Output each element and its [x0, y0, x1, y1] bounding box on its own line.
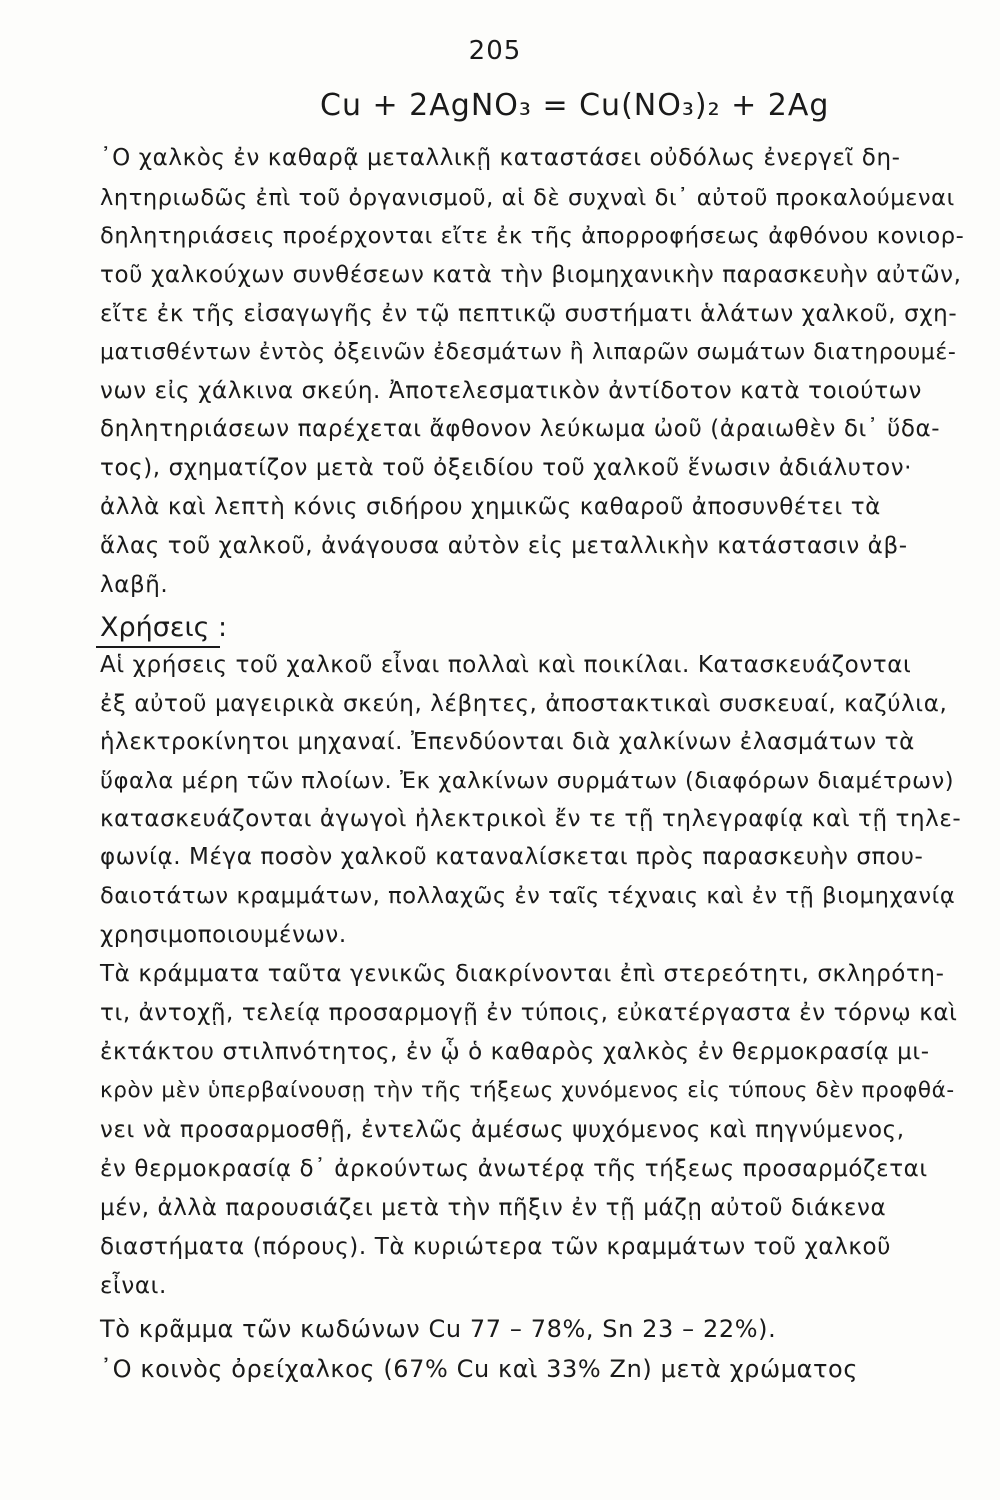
text-line: ᾿Ο χαλκὸς ἐν καθαρᾷ μεταλλικῇ καταστάσει οὐδόλως ἐνεργεῖ δη- — [100, 145, 901, 171]
text-line: Αἱ χρήσεις τοῦ χαλκοῦ εἶναι πολλαὶ καὶ ποικίλαι. Κατασκευάζονται — [100, 652, 912, 678]
page-number: 205 — [468, 36, 522, 66]
text-line: λητηριωδῶς ἐπὶ τοῦ ὀργανισμοῦ, αἱ δὲ συχναὶ δι᾿ αὐτοῦ προκαλούμεναι — [100, 185, 955, 211]
text-line: δηλητηριάσεων παρέχεται ἄφθονον λεύκωμα ὠοῦ (ἀραιωθὲν δι᾿ ὕδα- — [100, 416, 941, 442]
text-line: εἴτε ἐκ τῆς εἰσαγωγῆς ἐν τῷ πεπτικῷ συστήματι ἁλάτων χαλκοῦ, σχη- — [100, 301, 958, 327]
alloy-line: Τὸ κρᾶμμα τῶν κωδώνων Cu 77 – 78%, Sn 23 – 22%). — [100, 1315, 777, 1343]
text-line: ἐξ αὐτοῦ μαγειρικὰ σκεύη, λέβητες, ἀποστακτικαὶ συσκευαί, καζύλια, — [100, 691, 948, 717]
text-line: ἐν θερμοκρασίᾳ δ᾿ ἀρκούντως ἀνωτέρᾳ τῆς τήξεως προσαρμόζεται — [100, 1156, 928, 1182]
text-line: χρησιμοποιουμένων. — [100, 922, 347, 948]
text-line: ματισθέντων ἐντὸς ὀξεινῶν ἐδεσμάτων ἢ λιπαρῶν σωμάτων διατηρουμέ- — [100, 340, 957, 365]
text-line: τοῦ χαλκούχων συνθέσεων κατὰ τὴν βιομηχανικὴν παρασκευὴν αὐτῶν, — [100, 262, 962, 288]
text-line: κατασκευάζονται ἀγωγοὶ ἠλεκτρικοὶ ἔν τε τῇ τηλεγραφίᾳ καὶ τῇ τηλε- — [100, 806, 962, 832]
text-line: ἅλας τοῦ χαλκοῦ, ἀνάγουσα αὐτὸν εἰς μεταλλικὴν κατάστασιν ἀβ- — [100, 533, 908, 559]
heading-underline — [96, 646, 220, 648]
text-line: λαβῆ. — [100, 572, 169, 598]
text-line: ὕφαλα μέρη τῶν πλοίων. Ἐκ χαλκίνων συρμάτων (διαφόρων διαμέτρων) — [100, 768, 955, 794]
text-line: ἐκτάκτου στιλπνότητος, ἐν ᾧ ὁ καθαρὸς χαλκὸς ἐν θερμοκρασίᾳ μι- — [100, 1039, 930, 1065]
text-line: εἶναι. — [100, 1273, 167, 1299]
text-line: Τὰ κράμματα ταῦτα γενικῶς διακρίνονται ἐπὶ στερεότητι, σκληρότη- — [100, 961, 945, 987]
text-line: μέν, ἀλλὰ παρουσιάζει μετὰ τὴν πῆξιν ἐν τῇ μάζῃ αὐτοῦ διάκενα — [100, 1195, 887, 1221]
text-line: διαστήματα (πόρους). Τὰ κυριώτερα τῶν κραμμάτων τοῦ χαλκοῦ — [100, 1234, 892, 1260]
text-line: τος), σχηματίζον μετὰ τοῦ ὀξειδίου τοῦ χαλκοῦ ἕνωσιν ἀδιάλυτον· — [100, 455, 913, 481]
chemical-equation: Cu + 2AgNO₃ = Cu(NO₃)₂ + 2Ag — [320, 88, 830, 123]
text-line: δαιοτάτων κραμμάτων, πολλαχῶς ἐν ταῖς τέχναις καὶ ἐν τῇ βιομηχανίᾳ — [100, 883, 956, 909]
uses-heading: Χρήσεις : — [100, 612, 228, 643]
text-line: τι, ἀντοχῇ, τελείᾳ προσαρμογῇ ἐν τύποις, εὐκατέργαστα ἐν τόρνῳ καὶ — [100, 1000, 958, 1026]
text-line: νων εἰς χάλκινα σκεύη. Ἀποτελεσματικὸν ἀντίδοτον κατὰ τοιούτων — [100, 378, 922, 404]
text-line: δηλητηριάσεις προέρχονται εἴτε ἐκ τῆς ἀπορροφήσεως ἀφθόνου κονιορ- — [100, 223, 965, 249]
text-line: κρὸν μὲν ὑπερβαίνουσῃ τὴν τῆς τήξεως χυνόμενος εἰς τύπους δὲν προφθά- — [100, 1078, 955, 1103]
text-line: νει νὰ προσαρμοσθῇ, ἐντελῶς ἀμέσως ψυχόμενος καὶ πηγνύμενος, — [100, 1117, 905, 1143]
text-line: ἀλλὰ καὶ λεπτὴ κόνις σιδήρου χημικῶς καθαροῦ ἀποσυνθέτει τὰ — [100, 494, 881, 520]
alloy-line: ᾿Ο κοινὸς ὀρείχαλκος (67% Cu καὶ 33% Zn) μετὰ χρώματος — [100, 1355, 859, 1383]
text-line: ἡλεκτροκίνητοι μηχαναί. Ἐπενδύονται διὰ χαλκίνων ἐλασμάτων τὰ — [100, 729, 915, 755]
text-line: φωνίᾳ. Μέγα ποσὸν χαλκοῦ καταναλίσκεται πρὸς παρασκευὴν σπου- — [100, 844, 924, 870]
